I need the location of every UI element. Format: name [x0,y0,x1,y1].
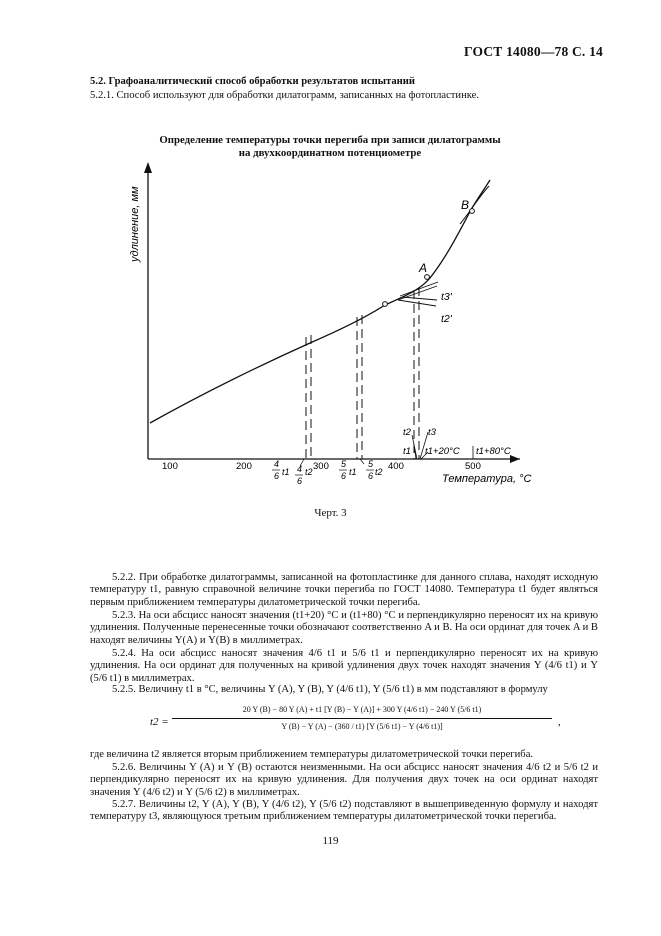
frac-4-6-t1-den: 6 [274,471,280,481]
y-axis-arrow [144,162,152,173]
point-a-label: A [419,261,428,275]
label-t3-prime: t3' [441,291,452,303]
formula-numerator: 20 Y (B) − 80 Y (A) + t1 [Y (B) − Y (A)] + 300 Y (4/6 t1) − 240 Y (5/6 t1) [242,705,482,714]
label-t1-plus-80: t1+80°C [476,446,511,457]
frac-5-6-t2-num: 5 [368,459,374,469]
tangent-t2p [398,300,436,306]
frac-4-6-t2-den: 6 [297,476,303,486]
point-b-label: B [461,198,470,212]
paragraph-5-2-1: 5.2.1. Способ используют для обработки дилатограмм, записанных на фотопластинке. [90,90,479,101]
formula-t2 [150,705,610,745]
chart-title-line-1: Определение температуры точки перегиба при записи дилатограммы [159,134,501,146]
frac-5-6-t1-num: 5 [341,459,347,469]
x-tick-300: 300 [313,461,329,472]
label-t1-plus-20: t1+20°C [425,446,460,457]
chart-title-line-2: на двухкоординатном потенциометре [238,146,422,159]
dilatometric-curve [150,180,490,423]
x-tick-500: 500 [465,461,481,472]
paragraph-5-2-3: 5.2.3. На оси абсцисс наносят значения (t1+20) °C и (t1+80) °C и перпендикулярно переносят их на кривую удлинения. Полученные перенесенные точки обозначают соответственно A и B. На оси ординат для точек A и B находят величины Y(A) и Y(B) в миллиметрах. [90,610,598,646]
section-title: 5.2. Графоаналитический способ обработки результатов испытаний [90,76,415,87]
formula-denominator: Y (B) − Y (A) − (360 / t1) [Y (5/6 t1) − Y (4/6 t1)] [281,722,443,731]
frac-4-6-t2-num: 4 [297,464,303,474]
paragraph-5-2-4: 5.2.4. На оси абсцисс наносят значения 4/6 t1 и 5/6 t1 и перпендикулярно переносят их на кривую удлинения. На оси ординат для полученных на кривой удлинения двух точек находят значения Y (4/6 t1) и Y (5/6 t1) в миллиметрах. [90,648,598,684]
label-t2-prime: t2' [441,313,452,325]
paragraph-5-2-5: 5.2.5. Величину t1 в °C, величины Y (A), Y (B), Y (4/6 t1), Y (5/6 t1) в мм подставляют в формулу [112,684,548,695]
figure-caption: Черт. 3 [314,507,347,519]
tangent-low [402,297,437,300]
formula-comma: , [558,716,561,728]
paragraph-after-formula: где величина t2 является вторым приближением температуры дилатометрической точки перегиба. [90,749,534,760]
y-axis-label: удлинение, мм [129,186,141,262]
x-tick-400: 400 [388,461,404,472]
paragraph-5-2-6: 5.2.6. Величины Y (A) и Y (B) остаются неизменными. На оси абсцисс наносят значения 4/6 t2 и 5/6 t2 и перпендикулярно переносят их на кривую удлинения. Для получения двух точек на оси ординат находят значения Y (4/6 t2) и Y (5/6 t2) в миллиметрах. [90,762,598,798]
frac-5-6-t1-t: t1 [349,467,357,477]
point-a-marker [425,275,430,280]
page-header: ГОСТ 14080—78 С. 14 [464,44,603,59]
label-t1: t1 [403,446,411,457]
paragraph-5-2-2: 5.2.2. При обработке дилатограммы, записанной на фотопластинке для данного сплава, находят исходную температуру t1, равную справочной величине точки перегиба по ГОСТ 14080. Температура t1 будет являться первым приближением температуры дилатометрической точки перегиба. [90,572,598,608]
frac-pointer-2 [360,459,364,464]
point-b-marker [470,209,475,214]
frac-5-6-t1-den: 6 [341,471,347,481]
point-small-1 [383,302,388,307]
formula-lhs: t2 = [150,716,169,728]
x-tick-200: 200 [236,461,252,472]
label-t3: t3 [428,427,436,438]
frac-4-6-t2-t: t2 [305,467,313,477]
x-axis-label: Температура, °С [442,473,532,485]
formula-fraction-bar [172,718,552,719]
frac-5-6-t2-t: t2 [375,467,383,477]
x-tick-100: 100 [162,461,178,472]
x-axis-arrow [510,455,520,463]
frac-4-6-t1-t: t1 [282,467,290,477]
frac-4-6-t1-num: 4 [274,459,280,469]
paragraph-5-2-7: 5.2.7. Величины t2, Y (A), Y (B), Y (4/6 t2), Y (5/6 t2) подставляют в вышеприведенную формулу и находят температуру t3, являющуюся третьим приближением температуры дилатометрической точки перегиба. [90,799,598,823]
frac-5-6-t2-den: 6 [368,471,374,481]
label-t2: t2 [403,427,411,438]
page-number: 119 [322,835,339,847]
